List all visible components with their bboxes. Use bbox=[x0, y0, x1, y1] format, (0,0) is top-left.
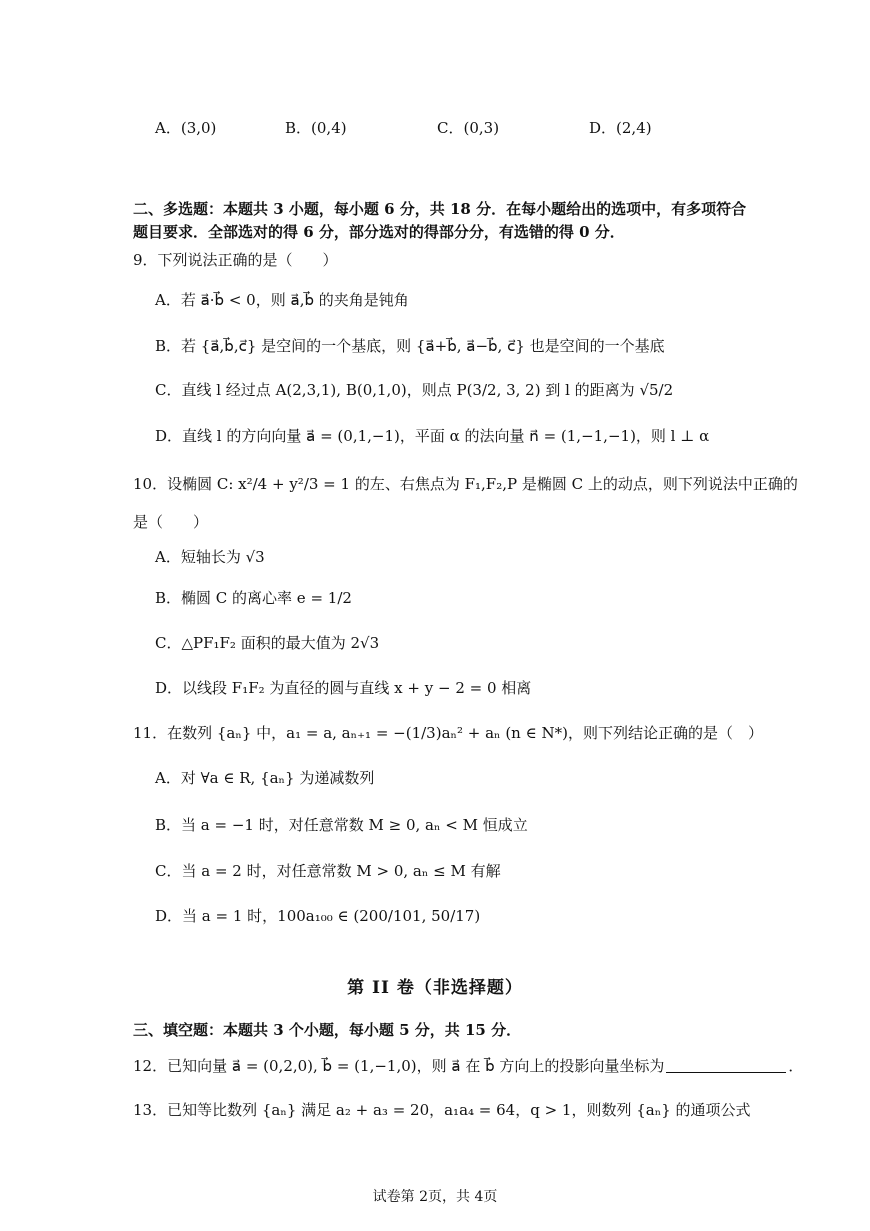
option-d bbox=[589, 118, 652, 138]
option-a-value: (3,0) bbox=[180, 119, 217, 137]
q10-option-c: C．△PF₁F₂ 面积的最大值为 2√3 bbox=[155, 634, 380, 652]
q11-option-b: B．当 a = −1 时，对任意常数 M ≥ 0, aₙ < M 恒成立 bbox=[155, 816, 528, 834]
q9-option-c: C．直线 l 经过点 A(2,3,1), B(0,1,0)，则点 P(3/2, 3, 2) 到 l 的距离为 √5/2 bbox=[155, 381, 674, 399]
q12-end: ． bbox=[788, 1057, 804, 1075]
option-a-label: A． bbox=[155, 119, 181, 137]
q12-stem: 12．已知向量 a⃗ = (0,2,0), b⃗ = (1,−1,0)，则 a⃗ 在 b⃗ 方向上的投影向量坐标为 bbox=[133, 1057, 665, 1075]
q9-option-a: A．若 a⃗·b⃗ < 0，则 a⃗,b⃗ 的夹角是钝角 bbox=[155, 291, 409, 309]
q10-option-d: D．以线段 F₁F₂ 为直径的圆与直线 x + y − 2 = 0 相离 bbox=[155, 679, 532, 697]
section2-header-line2: 题目要求．全部选对的得 6 分，部分选对的得部分分，有选错的得 0 分． bbox=[133, 223, 625, 241]
section3-header: 三、填空题：本题共 3 个小题，每小题 5 分，共 15 分． bbox=[133, 1021, 522, 1039]
q12 bbox=[133, 1056, 803, 1076]
q9-stem: 9．下列说法正确的是（ ） bbox=[133, 251, 338, 269]
part2-title: 第 II 卷（非选择题） bbox=[347, 978, 523, 998]
q11-option-a: A．对 ∀a ∈ R, {aₙ} 为递减数列 bbox=[155, 769, 375, 787]
option-c-value: (0,3) bbox=[463, 119, 500, 137]
q10-stem-line1: 10．设椭圆 C: x²/4 + y²/3 = 1 的左、右焦点为 F₁,F₂,P 是椭圆 C 上的动点，则下列说法中正确的 bbox=[133, 475, 798, 493]
option-b-label: B． bbox=[285, 119, 312, 137]
option-d-value: (2,4) bbox=[616, 119, 652, 137]
q12-answer-blank bbox=[666, 1058, 786, 1073]
q11-option-d: D．当 a = 1 时，100a₁₀₀ ∈ (200/101, 50/17) bbox=[155, 907, 481, 925]
section2-header-line1: 二、多选题：本题共 3 小题，每小题 6 分，共 18 分．在每小题给出的选项中，有多项符合 bbox=[133, 200, 747, 218]
option-d-label: D． bbox=[589, 119, 617, 137]
q10-option-a: A．短轴长为 √3 bbox=[155, 548, 265, 566]
q13-stem: 13．已知等比数列 {aₙ} 满足 a₂ + a₃ = 20，a₁a₄ = 64，q > 1，则数列 {aₙ} 的通项公式 bbox=[133, 1101, 751, 1119]
option-b-value: (0,4) bbox=[311, 119, 347, 137]
q10-stem-line2: 是（ ） bbox=[133, 513, 209, 531]
option-a bbox=[155, 118, 216, 138]
option-b bbox=[285, 118, 347, 138]
q9-option-b: B．若 {a⃗,b⃗,c⃗} 是空间的一个基底，则 {a⃗+b⃗, a⃗−b⃗, c⃗} 也是空间的一个基底 bbox=[155, 337, 665, 355]
q10-option-b: B．椭圆 C 的离心率 e = 1/2 bbox=[155, 589, 352, 607]
q11-option-c: C．当 a = 2 时，对任意常数 M > 0, aₙ ≤ M 有解 bbox=[155, 862, 501, 880]
q11-stem: 11．在数列 {aₙ} 中，a₁ = a, aₙ₊₁ = −(1/3)aₙ² + aₙ (n ∈ N*)，则下列结论正确的是（ ） bbox=[133, 724, 763, 742]
option-c-label: C． bbox=[437, 119, 464, 137]
option-c bbox=[437, 118, 499, 138]
page-footer: 试卷第 2页，共 4页 bbox=[372, 1189, 498, 1205]
q9-option-d: D．直线 l 的方向向量 a⃗ = (0,1,−1)，平面 α 的法向量 n⃗ = (1,−1,−1)，则 l ⊥ α bbox=[155, 427, 710, 445]
